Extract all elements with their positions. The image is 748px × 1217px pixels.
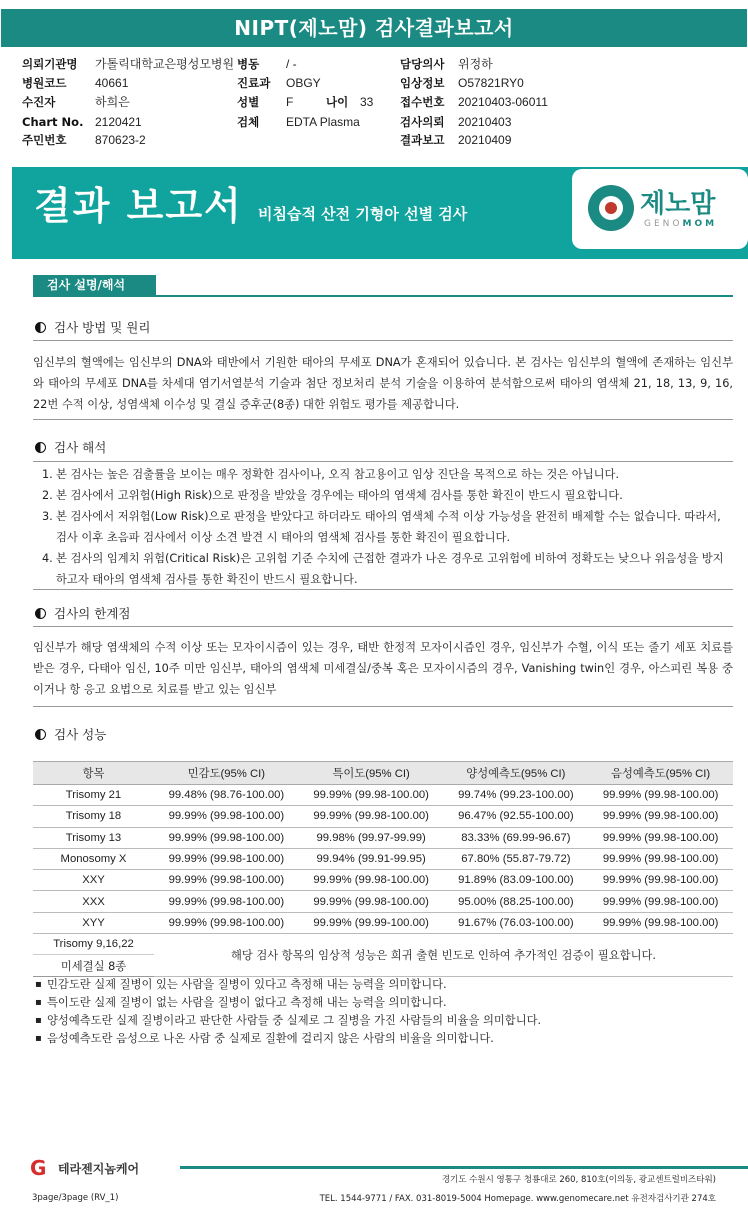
patient-info: [0, 52, 748, 152]
company-logo-icon: G: [30, 1156, 47, 1180]
ssn-value: 870623-2: [95, 133, 146, 147]
table-row: Trisomy 9,16,22 해당 검사 항목의 임상적 성능은 희귀 출현 빈도로 인하여 추가적인 검증이 필요합니다.: [33, 934, 733, 955]
method-text: 임신부의 혈액에는 임신부의 DNA와 태반에서 기원한 태아의 무세포 DNA가 혼재되어 있습니다. 본 검사는 임신부의 혈액에 존재하는 임신부와 태아의 무세포 DNA를 차세대 염기서열분석 기술과 첨단 정보처리 분석 기술을 이용하여 분석함으로써 태아의 염색체 21, 18, 13, 9, 16, 22번 수적 이상, 성염색체 이수성 및 결실 증후군(8종) 대한 위험도 평가를 제공합니다.: [33, 356, 733, 411]
divider: [33, 706, 733, 707]
table-row: Monosomy X 99.99% (99.98-100.00) 99.94% (99.91-99.95) 67.80% (55.87-79.72) 99.99% (99.98-100.00): [33, 848, 733, 869]
list-item: ▪ 양성예측도란 실제 질병이라고 판단한 사람들 중 실제로 그 질병을 가진 사람들의 비율을 의미합니다.: [35, 1012, 735, 1030]
hospcode-value: 40661: [95, 76, 129, 90]
limitation-text: 임신부가 해당 염색체의 수적 이상 또는 모자이시즘이 있는 경우, 태반 한정적 모자이시즘인 경우, 임신부가 수혈, 이식 또는 줄기 세포 치료를 받은 경우, 다태아 임신, 10주 미만 임신부, 태아의 염색체 미세결실/중복 혹은 모자이시즘의 경우, Vanishing twin인 경우, 아스피린 복용 중이거나 항 응고 요법으로 치료를 받고 있는 임신부: [33, 641, 733, 696]
divider: [33, 589, 733, 590]
genomom-logo-icon: [588, 185, 634, 231]
divider: [33, 461, 733, 462]
interpretation-heading: 검사 해석: [35, 438, 106, 456]
hospcode-label: 병원코드: [22, 76, 67, 90]
specimen-label: 검체: [237, 115, 260, 129]
table-row: Trisomy 18 99.99% (99.98-100.00) 99.99% (99.98-100.00) 96.47% (92.55-100.00) 99.99% (99.98-100.00): [33, 806, 733, 827]
age-value: 33: [360, 95, 374, 109]
page-number: 3page/3page (RV_1): [32, 1193, 119, 1203]
report-title: NIPT(제노맘) 검사결과보고서: [1, 9, 747, 47]
footer-divider: [180, 1166, 748, 1169]
performance-table: [33, 761, 733, 977]
half-circle-icon: [35, 729, 46, 740]
ssn-label: 주민번호: [22, 133, 67, 147]
receipt-value: 20210403-06011: [458, 95, 548, 109]
sex-value: F: [286, 95, 294, 109]
age-label: 나이: [326, 95, 349, 109]
banner-title: 결과 보고서: [34, 184, 243, 228]
receipt-label: 접수번호: [400, 95, 445, 109]
company-name: 테라젠지놈케어: [58, 1162, 140, 1176]
divider: [33, 419, 733, 420]
patient-value: 하희은: [95, 95, 130, 109]
ward-label: 병동: [237, 57, 260, 71]
clinical-info-value: O57821RY0: [458, 76, 524, 90]
table-row: Trisomy 21 99.48% (98.76-100.00) 99.99% (99.98-100.00) 99.74% (99.23-100.00) 99.99% (99.98-100.00): [33, 785, 733, 806]
list-item: 3. 본 검사에서 저위험(Low Risk)으로 판정을 받았다고 하더라도 태아의 염색체 수적 이상 가능성을 완전히 배제할 수는 없습니다. 따라서, 검사 이후 초음파 검사에서 이상 소견 발견 시 태아의 염색체 검사를 통한 확진이 필요합니다.: [42, 510, 721, 544]
list-item: 2. 본 검사에서 고위험(High Risk)으로 판정을 받았을 경우에는 태아의 염색체 검사를 통한 확진이 반드시 필요합니다.: [42, 489, 623, 502]
section-divider: [33, 295, 733, 297]
divider: [33, 626, 733, 627]
definition-list: [35, 976, 735, 1048]
request-date-value: 20210403: [458, 115, 512, 129]
doctor-label: 담당의사: [400, 57, 445, 71]
section-tab: 검사 설명/해석: [33, 275, 156, 296]
footer-contact: TEL. 1544-9771 / FAX. 031-8019-5004 Homepage. www.genomecare.net 유전자검사기관 274호: [319, 1194, 716, 1204]
report-date-label: 결과보고: [400, 133, 445, 147]
divider: [33, 340, 733, 341]
dept-value: OBGY: [286, 76, 321, 90]
half-circle-icon: [35, 608, 46, 619]
half-circle-icon: [35, 322, 46, 333]
list-item: ▪ 음성예측도란 음성으로 나온 사람 중 실제로 질환에 걸리지 않은 사람의 비율을 의미합니다.: [35, 1030, 735, 1048]
table-row: Trisomy 13 99.99% (99.98-100.00) 99.98% (99.97-99.99) 83.33% (69.99-96.67) 99.99% (99.98-100.00): [33, 827, 733, 848]
half-circle-icon: [35, 442, 46, 453]
genomom-logo: [572, 169, 748, 249]
banner-subtitle: 비침습적 산전 기형아 선별 검사: [258, 205, 468, 223]
chart-label: Chart No.: [22, 115, 84, 129]
rare-note: 해당 검사 항목의 임상적 성능은 희귀 출현 빈도로 인하여 추가적인 검증이 필요합니다.: [154, 934, 733, 977]
sex-label: 성별: [237, 95, 260, 109]
logo-name: 제노맘: [640, 189, 716, 219]
patient-label: 수진자: [22, 95, 56, 109]
request-date-label: 검사의뢰: [400, 115, 445, 129]
performance-heading: 검사 성능: [35, 725, 106, 743]
logo-latin: GENOMOM: [644, 219, 718, 229]
dept-label: 진료과: [237, 76, 271, 90]
list-item: 4. 본 검사의 임계치 위험(Critical Risk)은 고위험 기준 수치에 근접한 결과가 나온 경우로 고위험에 비하여 정확도는 낮으나 위음성을 방지하고자 태아의 염색체 검사를 통한 확진이 반드시 필요합니다.: [42, 552, 724, 586]
col-header: 특이도(95% CI): [299, 762, 444, 785]
institution-value: 가톨릭대학교은평성모병원: [95, 57, 235, 71]
list-item: ▪ 민감도란 실제 질병이 있는 사람을 질병이 있다고 측정해 내는 능력을 의미합니다.: [35, 976, 735, 994]
specimen-value: EDTA Plasma: [286, 115, 360, 129]
table-row: XXY 99.99% (99.98-100.00) 99.99% (99.98-100.00) 91.89% (83.09-100.00) 99.99% (99.98-100.00): [33, 870, 733, 891]
institution-label: 의뢰기관명: [22, 57, 78, 71]
report-date-value: 20210409: [458, 133, 512, 147]
chart-value: 2120421: [95, 115, 142, 129]
method-heading: 검사 방법 및 원리: [35, 318, 150, 336]
doctor-value: 위정하: [458, 57, 493, 71]
clinical-info-label: 임상정보: [400, 76, 445, 90]
table-row: XYY 99.99% (99.98-100.00) 99.99% (99.99-100.00) 91.67% (76.03-100.00) 99.99% (99.98-100.00): [33, 912, 733, 933]
ward-value: / -: [286, 57, 297, 71]
footer-address: 경기도 수원시 영통구 청룡대로 260, 810호(이의동, 광교센트럴비즈타워): [441, 1175, 716, 1185]
col-header: 항목: [33, 762, 154, 785]
col-header: 양성예측도(95% CI): [444, 762, 589, 785]
result-banner: [12, 167, 748, 259]
list-item: ▪ 특이도란 실제 질병이 없는 사람을 질병이 없다고 측정해 내는 능력을 의미합니다.: [35, 994, 735, 1012]
col-header: 민감도(95% CI): [154, 762, 299, 785]
limitation-heading: 검사의 한계점: [35, 604, 130, 622]
list-item: 1. 본 검사는 높은 검출률을 보이는 매우 정확한 검사이나, 오직 참고용이고 임상 진단을 목적으로 하는 것은 아닙니다.: [42, 468, 620, 481]
col-header: 음성예측도(95% CI): [588, 762, 733, 785]
table-row: XXX 99.99% (99.98-100.00) 99.99% (99.98-100.00) 95.00% (88.25-100.00) 99.99% (99.98-100.00): [33, 891, 733, 912]
table-row: 미세결실 8종: [33, 955, 733, 976]
interpretation-list: [42, 464, 732, 590]
